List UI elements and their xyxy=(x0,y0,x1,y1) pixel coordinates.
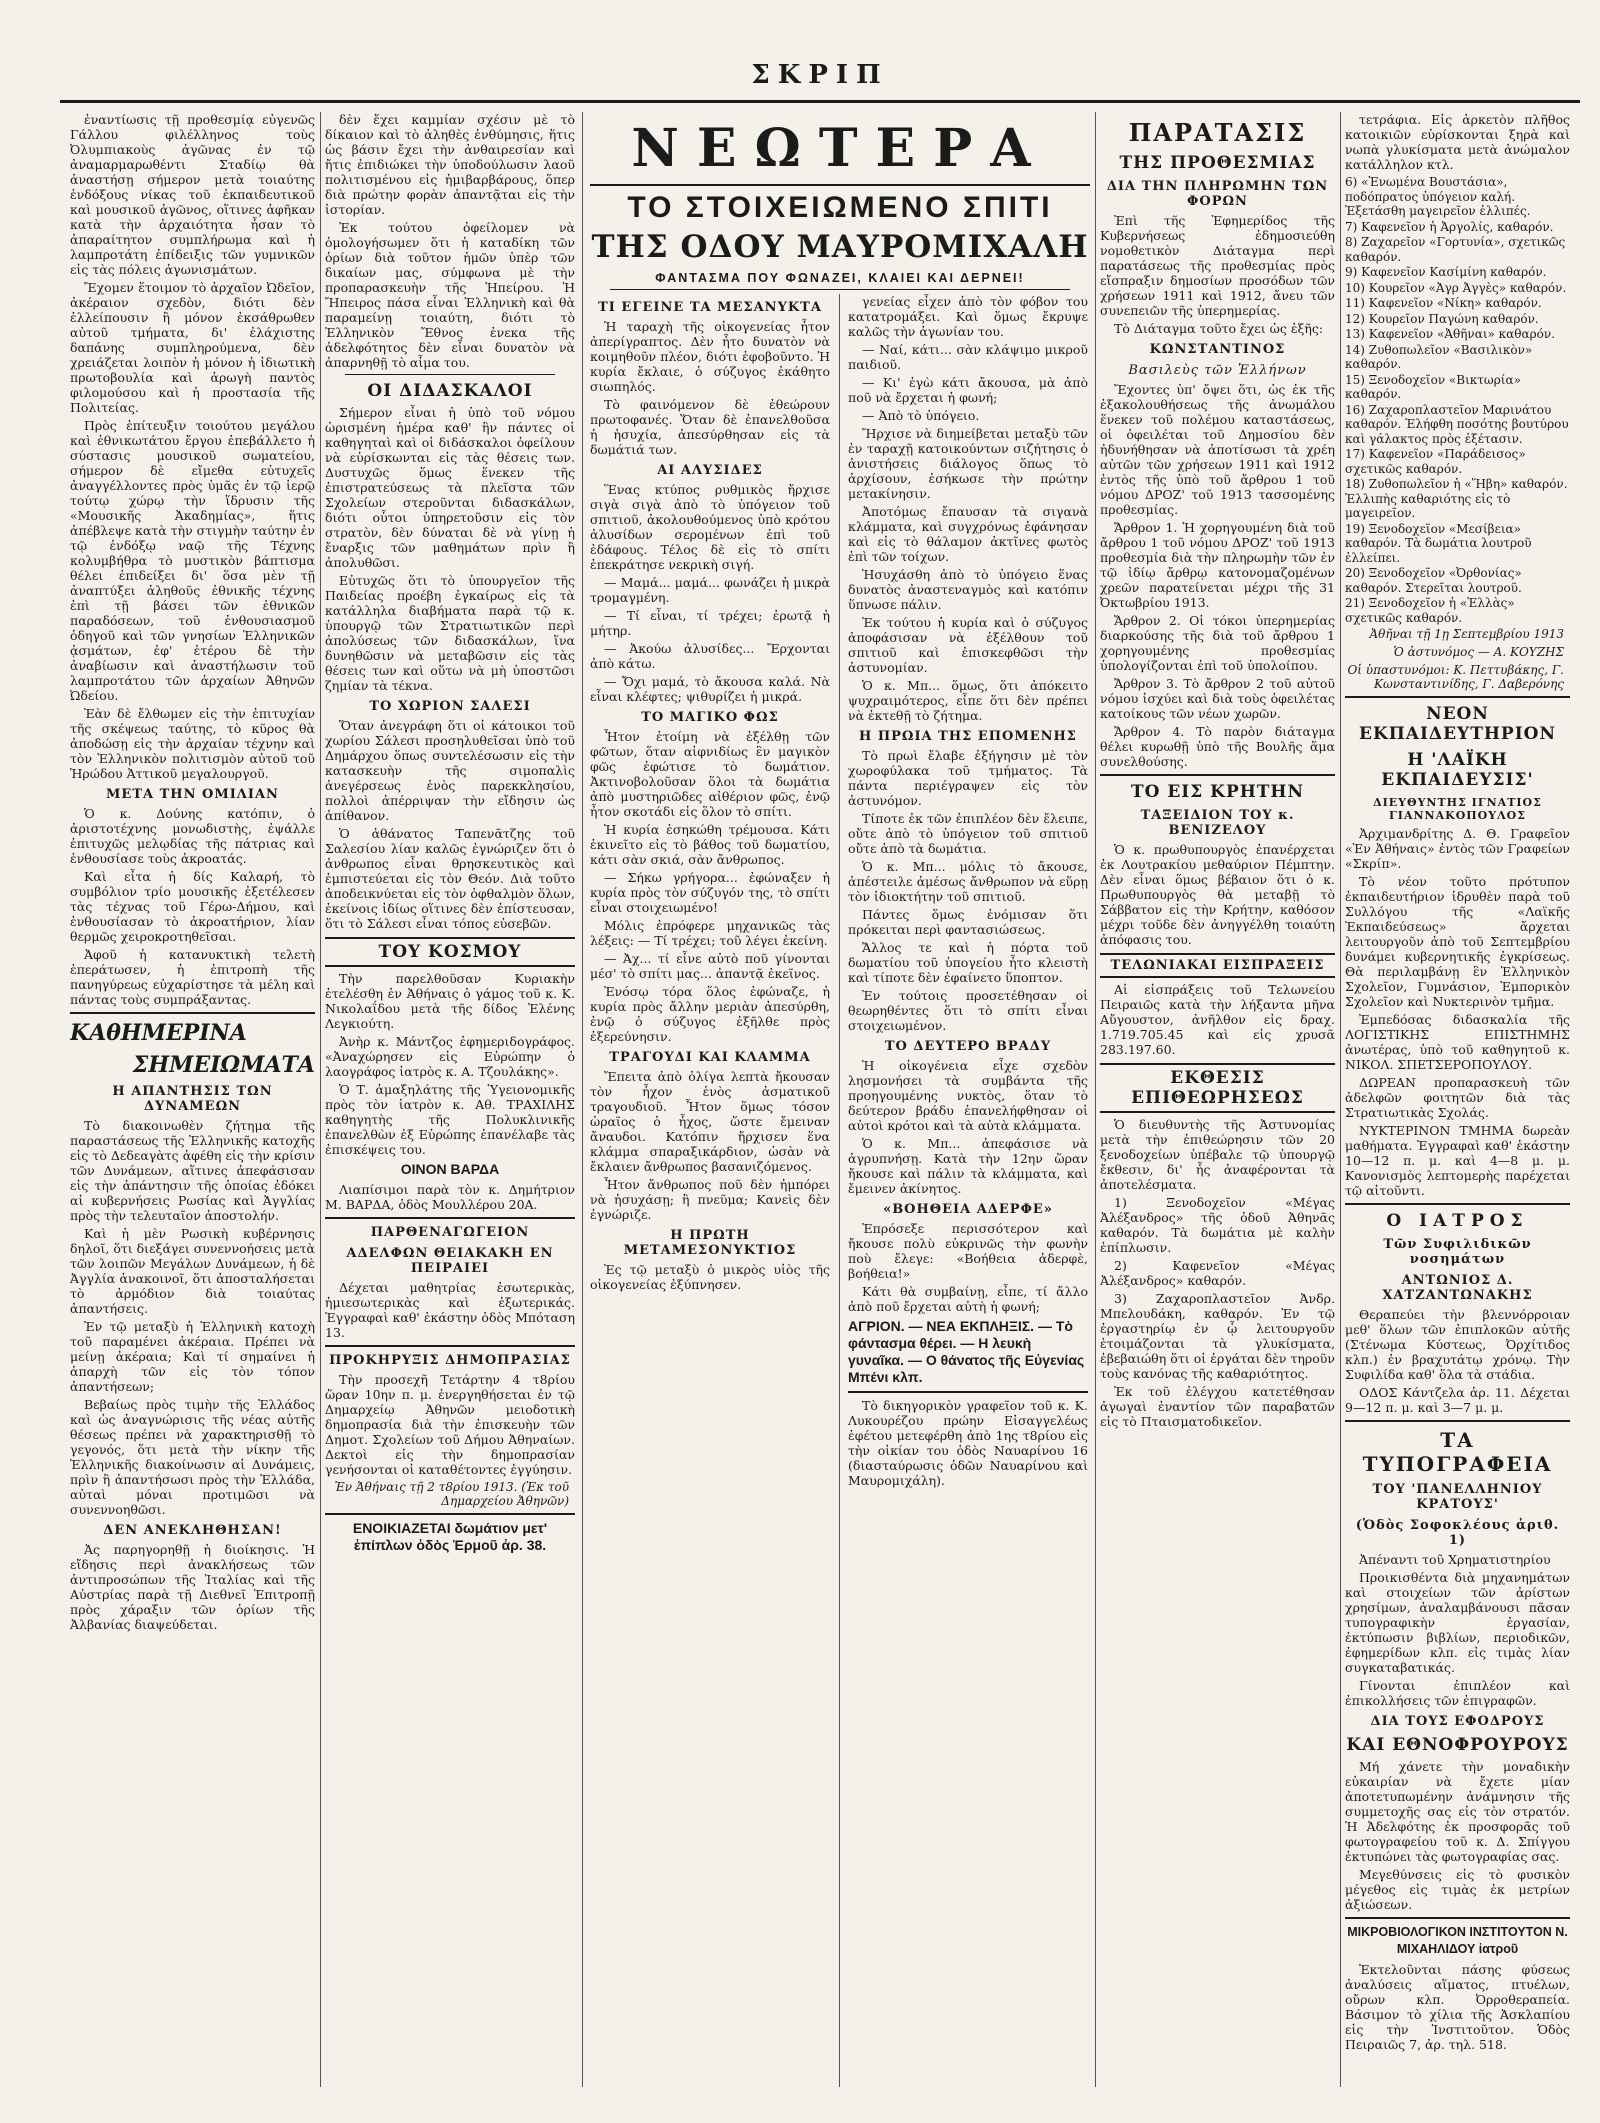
list-item: 6) «Ἐνωμένα Βουστάσια», ποδόπρατος ὑπόγειον καλή. Ἐξετάσθη μαγειρεῖον ἐλλιπές. xyxy=(1345,175,1531,218)
paragraph: Τὸ φαινόμενον δὲ ἐθεώρουν πρωτοφανές. Ὅταν δὲ ἐπανελθοῦσα ἡ ἡσυχία, ἀπεσύρθησαν εἰς τὰ δωμάτιά των. xyxy=(590,397,830,457)
paragraph: — Μαμά... μαμά... φωνάζει ἡ μικρὰ τρομαγμένη. xyxy=(590,575,830,605)
paragraph: Ἔχοντες ὑπ' ὄψει ὅτι, ὡς ἐκ τῆς ἐξακολουθήσεως τῆς ἀνωμάλου ἕνεκεν τοῦ πολέμου καταστάσεως, οἱ ὀφειλέται τοῦ Δημοσίου δὲν ἠδυνήθησαν νὰ ἀποτίσωσι τὰ χρέη αὐτῶν τῶν χρήσεων 1911 καὶ 1912 ἐντὸς τῆς ὑπὸ τοῦ ἄρθρου 1 τοῦ νόμου ΔΡΟΖ' τοῦ 1913 τασσομένης προθεσμίας. xyxy=(1100,382,1335,517)
ad-oinon-varda: ΟΙΝΟΝ ΒΑΡΔΑ xyxy=(400,1161,500,1177)
paragraph: — Ἀχ... τί εἶνε αὐτὸ ποῦ γίνονται μέσ' τὸ σπίτι μας... ἀπαντᾷ ἐκεῖνος. xyxy=(590,951,830,981)
paragraph: Τὴν προσεχῆ Τετάρτην 4 τ8ρίου ὥραν 10ην π. μ. ἐνεργηθήσεται ἐν τῷ Δημαρχείῳ Ἀθηνῶν μειοδοτικὴ δημοπρασία διὰ τὴν ἐπισκευὴν τῶν Δημοτ. Σχολείων τοῦ Δήμου Ἀθηναίων. Δεκτοὶ εἰς τὴν δημοπρασίαν γενήσονται οἱ καταθέτοντες ἐγγύησιν. xyxy=(325,1372,575,1477)
heading-ekthesis-epitheoriseos: ΕΚΘΕΣΙΣ ΕΠΙΘΕΩΡΗΣΕΩΣ xyxy=(1100,1063,1335,1113)
section-rule xyxy=(610,289,1070,290)
paragraph: Ὁ ἀθάνατος Ταπενᾶτζης τοῦ Σαλεσίου λίαν καλῶς ἐγνώριζεν ὅτι ὁ ἀνθρωπος εἶναι θρησκευτικὸς καὶ ἐμπιστεύεται εἰς τὸν Θεόν. Διὰ τοῦτο ἀποδεικνύεται εἰς τὸν ὀφθαλμὸν ὅλων, ἐκείνοις ἰδίως οἵτινες δὲν ἐπίστευσαν, ὅτι τὸ Σάλεσι εἶναι τόπος εὐσεβῶν. xyxy=(325,826,575,931)
paragraph: Ἦτον ἑτοίμη νὰ ἐξέλθῃ τῶν φῶτων, ὅταν αἰφνιδίως ἓν μαγικὸν φῶς ἐφώτισε τὸ δωμάτιον. Ἀκτινοβολοῦσαν ὅλοι τὰ δωμάτια ἀπὸ μυστηριῶδες αἰθέριον φῶς, ἐνῷ ἦτον σκοτάδι εἰς ὅλον τὸ σπίτι. xyxy=(590,729,830,819)
paragraph: — Ἀπὸ τὸ ὑπόγειο. xyxy=(862,408,980,423)
paragraph: Βεβαίως πρὸς τιμὴν τῆς Ἑλλάδος καὶ ὡς ἀναγνώρισις τῆς νέας αὐτῆς θέσεως πρέπει νὰ χαρακτηρισθῇ τὸ γεγονός, ὅτι μετὰ τὴν νίκην τῆς Ἑλληνικῆς διακοίνωσιν αἱ Δυνάμεις, πρὶν ἢ ἀπαντήσωσι πρὸς τὴν Ἑλλάδα, αὐταὶ μόναι προτιμῶσι νὰ συνεννοηθῶσι. xyxy=(70,1397,315,1517)
ad-mikroviologikon: ΜΙΚΡΟΒΙΟΛΟΓΙΚΟΝ ΙΝΣΤΙΤΟΥΤΟΝ Ν. ΜΙΧΑΗΛΙΔΟΥ ἰατροῦ xyxy=(1347,1925,1568,1956)
paragraph: Τίποτε ἐκ τῶν ἐπιπλέον δὲν ἔλειπε, οὔτε ἀπὸ τὸ ὑπόγειον τοῦ σπιτιοῦ οὔτε ἀπὸ τὰ δωμάτια. xyxy=(848,811,1088,856)
heading-proia-epomenis: Η ΠΡΩΙΑ ΤΗΣ ΕΠΟΜΕΝΗΣ xyxy=(859,729,1077,744)
list-item: 10) Κουρεῖον «Ἀγρ Ἀγγὲς» καθαρόν. xyxy=(1345,280,1567,295)
newspaper-nameplate: ΣΚΡΙΠ xyxy=(751,60,889,90)
section-rule xyxy=(345,374,555,375)
list-item: 15) Ξενοδοχεῖον «Βικτωρία» καθαρόν. xyxy=(1345,372,1521,401)
paragraph: Ὁ Τ. ἀμαξηλάτης τῆς Ὑγειονομικῆς πρὸς τὸν ἱατρὸν κ. Αθ. ΤΡΑΧΙΛΗΣ καθηγητὴς τῆς Πολυκλινικῆς ἐπανελθὼν ἐξ Εὐρώπης ἐπανέλαβε τὰς ἐπισκέψεις του. xyxy=(325,1082,575,1157)
paragraph: Ἀς παρηγορηθῇ ἡ διοίκησις. Ἡ εἴδησις περὶ ἀνακλήσεως τῶν ἀντιπροσώπων τῆς Ἰταλίας καὶ τῆς Αὐστρίας παρὰ τῇ Διεθνεῖ Ἐπιτροπῇ πρὸς χάραξιν τῶν ὁρίων τῆς Ἀλβανίας διαψεύδεται. xyxy=(70,1542,315,1632)
feature-subcolumns xyxy=(590,294,1090,2087)
list-item: 21) Ξενοδοχεῖον ἡ «Ἑλλὰς» σχετικῶς καθαρόν. xyxy=(1345,596,1515,625)
column-3-feature xyxy=(590,112,1090,2087)
paragraph: Ὁ κ. Μπ... ὅμως, ὅτι ἀπόκειτο ψυχραιμότερος, εἶπε ὅτι δὲν πρέπει νὰ ἐκτεθῇ τὸ ζήτημα. xyxy=(848,678,1088,723)
column-1 xyxy=(70,112,315,2087)
heading-prokiryxis-dimoprasias: ΠΡΟΚΗΡΥΞΙΣ ΔΗΜΟΠΡΑΣΙΑΣ xyxy=(329,1353,571,1368)
paragraph: Ἡ οἰκογένεια εἶχε σχεδὸν λησμονήσει τὰ συμβάντα τῆς προηγουμένης νυκτὸς, ὅταν τὸ δεύτερον βράδυ ἐπανελήφθησαν οἱ αὐτοὶ κρότοι καὶ τὰ αὐτὰ κλάμματα. xyxy=(848,1058,1088,1133)
feature-subcolumn-a xyxy=(590,294,830,2087)
paragraph: Ἐπὶ τῆς Ἐφημερίδος τῆς Κυβερνήσεως ἐδημοσιεύθη νομοθετικὸν Διάταγμα περὶ παρατάσεως τῆς προθεσμίας πρὸς εἴσπραξιν δημοσίων προσόδων τῶν χρήσεων 1911 καὶ 1912, ἄνευ τῶν συνεπειῶν τῆς ὑπερημερίας. xyxy=(1100,213,1335,318)
list-item: 16) Ζαχαροπλαστεῖον Μαρινάτου καθαρόν. Ἐλήφθη ποσότης βουτύρου καὶ γάλακτος πρὸς ἐξέτασιν. xyxy=(1345,402,1569,446)
paragraph: ΟΔΟΣ Κάντζελα ἀρ. 11. Δέχεται 9—12 π. μ. καὶ 3—7 μ. μ. xyxy=(1345,1385,1570,1415)
masthead-rule xyxy=(60,100,1580,103)
heading-tragoudi-kai-klamma: ΤΡΑΓΟΥΔΙ ΚΑΙ ΚΛΑΜΜΑ xyxy=(609,1050,811,1065)
heading-teloniakai-eispraxeis: ΤΕΛΩΝΙΑΚΑΙ ΕΙΣΠΡΑΞΕΙΣ xyxy=(1100,953,1335,978)
list-item: 11) Καφενεῖον «Νίκη» καθαρόν. xyxy=(1345,296,1542,310)
paragraph: Ἄρθρον 1. Ἡ χορηγουμένη διὰ τοῦ ἄρθρου 1 τοῦ νόμου ΔΡΟΖ' τοῦ 1913 προθεσμία διὰ τὴν πληρωμὴν τῶν ἐν τῷ ἰδίῳ ἄρθρῳ κατονομαζομένων χρεῶν παρατείνεται μέχρι τῆς 31 Ὀκτωβρίου 1913. xyxy=(1100,520,1335,610)
heading-simeiomata: ΣΗΜΕΙΩΜΑΤΑ xyxy=(132,1052,315,1078)
heading-panelliniou-kratous: ΤΟΥ 'ΠΑΝΕΛΛΗΝΙΟΥ ΚΡΑΤΟΥΣ' xyxy=(1372,1482,1543,1512)
heading-ethnofrourous: ΚΑΙ ΕΘΝΟΦΡΟΥΡΟΥΣ xyxy=(1346,1735,1569,1755)
list-item: 8) Ζαχαρεῖον «Γορτυνία», σχετικῶς καθαρόν. xyxy=(1345,235,1566,264)
list-item: 19) Ξενοδοχεῖον «Μεσίβεια» καθαρόν. Τὰ δωμάτια λουτροῦ ἐλλείπει. xyxy=(1345,521,1532,565)
feature-subcolumn-b xyxy=(848,294,1088,2087)
heading-ti-egeine: ΤΙ ΕΓΕΙΝΕ ΤΑ ΜΕΣΑΝΥΚΤΑ xyxy=(598,300,822,315)
paragraph: Ἐν τῷ μεταξὺ ἡ Ἑλληνικὴ κατοχὴ τοῦ παραμένει ἀκέραια. Πρέπει νὰ μείνῃ ἀκέραια; Καὶ τί σημαίνει ἡ ἀπαρχὴ τῶν εἰς τὸν τόπον ἀπαντήσεων; xyxy=(70,1319,315,1394)
paragraph: Μεγεθύνσεις εἰς τὸ φυσικὸν μέγεθος εἰς τιμὰς ἐκ μετρίων ἀξιώσεων. xyxy=(1345,1867,1570,1912)
paragraph: Ἄρθρον 2. Οἱ τόκοι ὑπερημερίας διαρκούσης τῆς διὰ τοῦ ἄρθρου 1 χορηγουμένης προθεσμίας ὑπολογίζονται ἐπὶ τοῦ ὑπολοίπου. xyxy=(1100,613,1335,673)
paragraph: τετράφια. Εἰς ἀρκετὸν πλῆθος κατοικιῶν εὑρίσκονται ξηρὰ καὶ νωπὰ γλυκίσματα μετὰ ἀνώμαλον κατάλληλον κτλ. xyxy=(1345,112,1570,172)
paragraph: — Ἀκούω ἀλυσίδες... Ἔρχονται ἀπὸ κάτω. xyxy=(590,641,830,671)
paragraph: Τὸ δικηγορικὸν γραφεῖον τοῦ κ. Κ. Λυκουρέζου πρώην Εἰσαγγελέως ἐφέτου μετεφέρθη ἀπὸ 1ης τ8ρίου εἰς τὴν οἰκίαν του ὁδὸς Ναυαρίνου 16 (διασταύρωσις ὁδῶν Ναυαρίνου καὶ Μαυρομιχάλη). xyxy=(848,1398,1088,1488)
paragraph: Τὸ διακοινωθὲν ζήτημα τῆς παραστάσεως τῆς Ἑλληνικῆς κατοχῆς εἰς τὸ Δεδεαγὰτς ἀφέθη εἰς τὴν κρίσιν τῶν Δυνάμεων, αἵτινες ἀπεφάσισαν εἰς τὴν ἀπάντησιν τῆς ὁποίας ἐδόκει αἱ κυβερνήσεις Ρωσίας καὶ Ἀγγλίας πρὸς τὴν τελευταῖον ἀποστολήν. xyxy=(70,1118,315,1223)
paragraph: Ἦτον ἄνθρωπος ποῦ δὲν ἠμπόρει νὰ ἡσυχάσῃ; ἢ πνεῦμα; Κανεὶς δὲν ἐγνώριζε. xyxy=(590,1177,830,1222)
paragraph: Δέχεται μαθητρίας ἐσωτερικὰς, ἡμιεσωτερικὰς καὶ ἐξωτερικάς. Ἐγγραφαὶ καθ' ἑκάστην ὁδὸς Μπόταση 13. xyxy=(325,1280,575,1340)
paragraph: γενείας εἶχεν ἀπὸ τὸν φόβον του κατατρομάξει. Καὶ ὅμως ἔκρυψε καλῶς τὴν ἀγωνίαν του. xyxy=(848,294,1088,339)
signature-date: Ἀθῆναι τῇ 1ῃ Σεπτεμβρίου 1913 xyxy=(1369,627,1564,641)
heading-parthenagogeion: ΠΑΡΘΕΝΑΓΩΓΕΙΟΝ xyxy=(370,1225,530,1240)
heading-vasileus: Βασιλεὺς τῶν Ἑλλήνων xyxy=(1128,363,1307,378)
paragraph: Πρὸς ἐπίτευξιν τοιούτου μεγάλου καὶ ἐθνικωτάτου ἔργου ἐπεβάλλετο ἡ σύστασις μουσικοῦ σωματείου, σήμερον δὲ εἴμεθα εὐτυχεῖς ἀναγγέλλοντες πρὸς ὑμᾶς ἐν τῷ ἱερῷ τούτῳ χώρῳ τὴν ἵδρυσιν τῆς «Μουσικῆς Ἀκαδημίας», ἥτις ἀπέβλεψε κατὰ τὴν στιγμὴν ταύτην ἐν τῷ ἐνδόξῳ ναῷ τῆς Τέχνης κολυμβήθρα τὸ μυστικὸν βάπτισμα θέλει ἐπιδείξει δι' ὅσα μὲν τῇ ἀναπτύξει ἀληθοῦς ἐθνικῆς τέχνης ἐπὶ τῇ βάσει τῶν ἐθνικῶν παραδόσεων, τοῦ ἐνθουσιασμοῦ ὁδηγοῦ καὶ τῶν γνησίων Ἑλληνικῶν ᾀσμάτων, ἐφ' ἑτέρου δὲ τὴν ἀναβίωσιν καὶ ἀναστήλωσιν τοῦ λαμπροτάτου τῶν ἀρχαίων Ἀθηνῶν Ὠδείου. xyxy=(70,418,315,703)
subcolumn-divider xyxy=(839,294,840,2087)
section-rule xyxy=(325,1217,575,1219)
paragraph: Ἐνόσῳ τόρα ὅλος ἐφώναζε, ἡ κυρία πρὸς ἄλλην μεριὰν ἀπεσύρθη, ἐνῷ ὁ σύζυγος ἐξῆλθε πρὸς ἐξερεύνησιν. xyxy=(590,984,830,1044)
paragraph: Ἐκ τοῦ ἐλέγχου κατετέθησαν ἀγωγαὶ ἐναντίον τῶν παραβατῶν εἰς τὸ Πταισματοδικεῖον. xyxy=(1100,1384,1335,1429)
headline-odou-mavromichali: ΤΗΣ ΟΔΟΥ ΜΑΥΡΟΜΙΧΑΛΗ xyxy=(591,229,1089,265)
heading-to-magiko-fos: ΤΟ ΜΑΓΙΚΟ ΦΩΣ xyxy=(641,710,779,725)
heading-dia-tous-efodrous: ΔΙΑ ΤΟΥΣ ΕΦΟΔΡΟΥΣ xyxy=(1370,1714,1545,1729)
paragraph: Ἐκτελοῦνται πάσης φύσεως ἀναλύσεις αἵματος, πτυέλων, οὔρων κλπ. Ὀρροθεραπεία. Βάσιμον τὸ χίλια τῆς Ἀσκλαπίου εἰς τὴν Ἰνστιτοῦτον. Ὁδὸς Πειραιῶς 7, ἀρ. τηλ. 518. xyxy=(1345,1962,1570,2052)
paragraph: Προικισθέντα διὰ μηχανημάτων καὶ στοιχείων τῶν ἀρίστων χρησίμων, ἀναλαμβάνουσι πᾶσαν τυπογραφικὴν ἐργασίαν, ἐκτύπωσιν βιβλίων, περιοδικῶν, ἐφημερίδων κλπ. εἰς τιμὰς λίαν συγκαταβατικάς. xyxy=(1345,1570,1570,1675)
masthead xyxy=(60,0,1580,110)
paragraph: Ἀφοῦ ἡ κατανυκτικὴ τελετὴ ἐπεράτωσεν, ἡ ἐπιτροπὴ τῆς πανηγύρεως εὐχαρίστησε τὰ μέλη καὶ πάντας τοὺς συμπράξαντας. xyxy=(70,947,315,1007)
heading-odos-sofokleous: (Ὁδὸς Σοφοκλέους ἀριθ. 1) xyxy=(1355,1518,1560,1548)
heading-ta-typografeia: ΤΑ ΤΥΠΟΓΡΑΦΕΙΑ xyxy=(1362,1428,1553,1476)
section-rule xyxy=(1345,696,1570,698)
section-rule xyxy=(590,184,1090,186)
paragraph: Ὁ κ. Δούνης κατόπιν, ὁ ἀριστοτέχνης μονωδιστὴς, ἐψάλλε ἐπιτυχῶς μελῳδίας τῆς πάτριας καὶ ἐνθουσίασε τοὺς ἀκροατάς. xyxy=(70,806,315,866)
paragraph: Ἤρχισε νὰ διημείβεται μεταξὺ τῶν ἐν ταραχῇ κατοικούντων σιζήτησις ὁ ἀνιστήσεις διάλογος ὅπως τὸ ἀρχίσουν, ἐσήκωσε τὴν πρώτην μετακίνησιν. xyxy=(848,426,1088,501)
paragraph: 1) Ξενοδοχεῖον «Μέγας Ἀλέξανδρος» τῆς ὁδοῦ Ἀθηνᾶς καθαρόν. Τὰ δωμάτια μὲ καλὴν ἐπίπλωσιν. xyxy=(1100,1195,1335,1255)
heading-deutero-vrady: ΤΟ ΔΕΥΤΕΡΟ ΒΡΑΔΥ xyxy=(884,1039,1052,1054)
paragraph: Ἄρθρον 4. Τὸ παρὸν διάταγμα θέλει κυρωθῇ ὑπὸ τῆς Βουλῆς ἅμα συνελθούσης. xyxy=(1100,724,1335,769)
heading-to-eis-kritin: ΤΟ ΕΙΣ ΚΡΗΤΗΝ xyxy=(1130,782,1305,802)
paragraph: Ὁ κ. Μπ... μόλις τὸ ἄκουσε, ἀπέστειλε ἀμέσως ἄνθρωπον νὰ εὕρῃ τὸν ἰδιοκτήτην τοῦ σπιτιοῦ. xyxy=(848,859,1088,904)
column-divider xyxy=(582,112,583,2087)
heading-chatzantonakis: ΑΝΤΩΝΙΟΣ Δ. ΧΑΤΖΑΝΤΩΝΑΚΗΣ xyxy=(1382,1273,1533,1303)
paragraph: Ἕνας κτύπος ρυθμικὸς ἤρχισε σιγὰ σιγὰ ἀπὸ τὸ ὑπόγειον τοῦ σπιτιοῦ, ἀκολουθούμενος ὑπὸ κρότου ἁλυσίδων σερομένων ἐπὶ τοῦ ἐδάφους. Τέλος δὲ εἰς τὸ σπίτι ἐπεκράτησε νεκρικὴ σιγή. xyxy=(590,482,830,572)
heading-oi-didaskaloi: ΟΙ ΔΙΔΑΣΚΑΛΟΙ xyxy=(367,381,533,401)
signature-ypastynomoi: Οἱ ὑπαστυνόμοι: Κ. Πεττυβάκης, Γ. Κωνσταντινίδης, Γ. Δαβερόνης xyxy=(1347,663,1564,691)
paragraph: Ἐμπεδόσας διδασκαλία τῆς ΛΟΓΙΣΤΙΚΗΣ ΕΠΙΣΤΗΜΗΣ ἀνωτέρας, ὑπὸ τοῦ καθηγητοῦ κ. ΝΙΚΟΛ. ΣΠΕΤΣΕΡΟΠΟΥΛΟΥ. xyxy=(1345,1012,1570,1072)
heading-kathimerina: ΚΑθΗΜΕΡΙΝΑ xyxy=(70,1020,247,1046)
paragraph: Τὸ Διάταγμα τοῦτο ἔχει ὡς ἑξῆς: xyxy=(1114,321,1324,336)
list-item: 7) Καφενεῖον ἡ Ἀργολίς, καθαρόν. xyxy=(1345,219,1554,234)
list-item: 18) Ζυθοπωλεῖον ἡ «Ἥβη» καθαρόν. Ἐλλιπὴς καθαριότης εἰς τὸ μαγειρεῖον. xyxy=(1345,477,1568,520)
heading-tis-prothesmias: ΤΗΣ ΠΡΟΘΕΣΜΙΑΣ xyxy=(1119,153,1316,173)
column-divider xyxy=(1340,112,1341,2087)
paragraph: Ἀποτόμως ἔπαυσαν τὰ σιγανὰ κλάμματα, καὶ συγχρόνως ἐφάνησαν καὶ εἰς τὸ θάλαμον ἀκτῖνες φωτὸς ἐπὶ τῶν τοίχων. xyxy=(848,504,1088,564)
section-rule xyxy=(1100,774,1335,776)
heading-taxeidion-venizelou: ΤΑΞΕΙΔΙΟΝ ΤΟΥ κ. ΒΕΝΙΖΕΛΟΥ xyxy=(1140,808,1295,838)
heading-adelfon-theiakaki: ΑΔΕΛΦΩΝ ΘΕΙΑΚΑΚΗ ΕΝ ΠΕΙΡΑΙΕΙ xyxy=(346,1246,554,1276)
heading-den-aneklithisan: ΔΕΝ ΑΝΕΚΛΗΘΗΣΑΝ! xyxy=(103,1523,282,1538)
paragraph: Ὁ κ. πρωθυπουργὸς ἐπανέρχεται ἐκ Λουτρακίου μεθαύριον Πέμπτην. Δὲν εἶναι ὅμως βέβαιον ὅτι ὁ κ. Πρωθυπουργὸς θὰ μεταβῇ τὸ Σάββατον εἰς τὴν Κρήτην, καθόσον μέχρι τοῦδε δὲν ἀνηγγέλθη τοιαύτη ἀπόφασις του. xyxy=(1100,842,1335,947)
heading-konstantinos: ΚΩΝΣΤΑΝΤΙΝΟΣ xyxy=(1149,342,1286,357)
heading-laiki-ekpaideusis: Η 'ΛΑΪΚΗ ΕΚΠΑΙΔΕΥΣΙΣ' xyxy=(1381,750,1534,790)
list-item: 20) Ξενοδοχεῖον «Ὀρθονίας» καθαρόν. Στερεῖται λουτροῦ. xyxy=(1345,566,1522,595)
heading-o-iatros: Ο ΙΑΤΡΟΣ xyxy=(1386,1211,1529,1231)
paragraph: Σήμερον εἶναι ἡ ὑπὸ τοῦ νόμου ὡρισμένη ἡμέρα καθ' ἣν πάντες οἱ καθηγηταὶ καὶ οἱ διδάσκαλοι ὀφείλουν νὰ εὑρίσκωνται εἰς τὰς θέσεις των. Δυστυχῶς ὅμως ἕνεκεν τῆς ἐπιστρατεύσεως τὰ πλεῖστα τῶν Σχολείων στεροῦνται διδασκάλων, διότι οὗτοι ὑπηρετοῦσιν εἰς τὸν στρατὸν, δὲν δύναται δὲ νὰ γίνῃ ἡ ἔναρξις τῶν μαθημάτων πρὶν ἢ ἀπολυθῶσι. xyxy=(325,405,575,570)
paragraph: Πάντες ὅμως ἐνόμισαν ὅτι πρόκειται περὶ φαντασιώσεως. xyxy=(848,907,1088,937)
paragraph: Καὶ ἡ μὲν Ρωσικὴ κυβέρνησις δηλοῖ, ὅτι διεξάγει συνεννοήσεις μετὰ τῶν λοιπῶν Μεγάλων Δυνάμεων, ἡ δὲ Ἀγγλία ἀνακοινοῖ, ὅτι ἀποσταλήσεται τὸ ἀρμόδιον διὰ τοιαύτας ἀπαντήσεις. xyxy=(70,1226,315,1316)
ad-agrion: ΑΓΡΙΟΝ. — ΝΕΑ ΕΚΠΛΗΞΙΣ. — Τὸ φάντασμα θέρει. — Η λευκὴ γυναῖκα. — Ο θάνατος τῆς Εὐγενίας Μπένι κλπ. xyxy=(848,1318,1085,1385)
column-divider xyxy=(320,112,321,2087)
list-item: 13) Καφενεῖον «Ἀθῆναι» καθαρόν. xyxy=(1345,327,1556,341)
column-4 xyxy=(1100,112,1335,2087)
paragraph: Ἐκ τούτου ὀφείλομεν νὰ ὁμολογήσωμεν ὅτι ἡ καταδίκη τῶν ὁρίων διὰ τοῦτον ἡμῶν ὑπὲρ τῶν δικαίων μας, σύμφωνα μὲ τὴν προπαρασκευὴν τῆς Ἠπείρου. Ἡ Ἤπειρος πάσα εἶναι Ἑλληνικὴ καὶ θὰ παραμείνῃ τοιαύτη, διότι τὸ Ἑλληνικὸν Ἔθνος ἐνεκα τῆς ἀδελφότητος δὲν εἶναι δυνατὸν νὰ ἀπαρνηθῇ τὸ αἷμα του. xyxy=(325,220,575,370)
paragraph: Γίνονται ἐπιπλέον καὶ ἐπικολλήσεις τῶν ἐπιγραφῶν. xyxy=(1345,1678,1570,1708)
paragraph: — Τί εἶναι, τί τρέχει; ἐρωτᾷ ἡ μήτηρ. xyxy=(590,608,830,638)
paragraph: Ἔπειτα ἀπὸ ὀλίγα λεπτὰ ἤκουσαν τὸν ἦχον ἑνὸς ἀσματικοῦ τραγουδιοῦ. Ἦτον ὅμως τόσον ὡραῖος ὁ ἦχος, ὥστε ἔμειναν ἄναυδοι. Κατόπιν ἤρχισεν ἕνα κλάμμα σπαραξικάρδιον, ὡσὰν νὰ ἔκλαιεν ἄνθρωπος βασανιζόμενος. xyxy=(590,1069,830,1174)
paragraph: Θεραπεύει τὴν βλεννόρροιαν μεθ' ὅλων τῶν ἐπιπλοκῶν αὐτῆς (Στένωμα Κύστεως, Ὀρχίτιδος κλπ.) ἐν βραχυτάτῳ χρόνῳ. Τὴν Συφιλίδα καθ' ὅλα τὰ στάδια. xyxy=(1345,1307,1570,1382)
paragraph: Ἀπέναντι τοῦ Χρηματιστηρίου xyxy=(1359,1552,1551,1567)
paragraph: Αἱ εἰσπράξεις τοῦ Τελωνείου Πειραιῶς κατὰ τὴν λήξαντα μῆνα Αὔγουστον, ἀνῆλθον εἰς δραχ. 1.719.705.45 καὶ εἰς χρυσᾶ 283.197.60. xyxy=(1100,982,1335,1057)
paragraph: 3) Ζαχαροπλαστεῖον Ἀνδρ. Μπελουδάκη, καθαρόν. Ἐν τῷ ἐργαστηρίῳ ἐν ᾧ λειτουργοῦν ἑτοιμάζονται τὰ γλυκίσματα, ἐβεβαιώθη ὅτι οἱ ἐργάται δὲν τηροῦν τοὺς κανόνας τῆς καθαριότητος. xyxy=(1100,1291,1335,1381)
column-2 xyxy=(325,112,575,2087)
paragraph: Τὸ νέον τοῦτο πρότυπον ἐκπαιδευτήριον ἱδρυθὲν παρὰ τοῦ Συλλόγου τῆς «Λαϊκῆς Ἐκπαιδεύσεως» ἄρχεται λειτουργοῦν ἀπὸ τοῦ Σεπτεμβρίου δυνάμει κυβερνητικῆς ἐγκρίσεως. Θὰ περιλαμβάνῃ ἓν Ἑλληνικὸν Σχολεῖον, Γυμνάσιον, Ἐμπορικὸν Σχολεῖον καὶ Νυκτερινὸν τμῆμα. xyxy=(1345,874,1570,1009)
section-rule xyxy=(848,1391,1088,1393)
ad-enoikiazetai: ΕΝΟΙΚΙΑΖΕΤΑΙ δωμάτιον μετ' ἐπίπλων ὁδὸς Ἑρμοῦ ἀρ. 38. xyxy=(352,1520,548,1553)
section-rule xyxy=(325,1513,575,1515)
paragraph: Τὴν παρελθοῦσαν Κυριακὴν ἐτελέσθη ἐν Ἀθήναις ὁ γάμος τοῦ κ. Κ. Νικολαΐδου μετὰ τῆς δίδος Ἑλένης Λεγκιούτη. xyxy=(325,971,575,1031)
paragraph: δὲν ἔχει καμμίαν σχέσιν μὲ τὸ δίκαιον καὶ τὸ ἀληθὲς ἐνθύμησις, ἥτις ὡς βάσιν ἔχει τὴν ἀνθαιρεσίαν καὶ ἤτις ἐπιδιώκει τὴν ὑποδούλωσιν λαοῦ πολιτισμένου εἰς ἡμιβαρβάρους, ὅπερ διὰ πρώτην φορὰν ἀπαντᾷται εἰς τὴν ἱστορίαν. xyxy=(325,112,575,217)
paragraph: Ὁ διευθυντὴς τῆς Ἀστυνομίας μετὰ τὴν ἐπιθεώρησιν τῶν 20 ξενοδοχείων ὑπέβαλε τῷ ὑπουργῷ ἔκθεσιν, δι' ἧς ἀναφέρονται τὰ ἀποτελέσματα. xyxy=(1100,1117,1335,1192)
list-item: 17) Καφενεῖον «Παράδεισος» σχετικῶς καθαρόν. xyxy=(1345,447,1526,476)
paragraph: — Ναί, κάτι... σὰν κλάψιμο μικροῦ παιδιοῦ. xyxy=(848,342,1088,372)
paragraph: Τὸ πρωὶ ἔλαβε ἐξήγησιν μὲ τὸν χωροφύλακα τοῦ τμήματος. Τὰ πάντα περιέγραψεν εἰς τὸν ἀστυνόμον. xyxy=(848,748,1088,808)
subheadline-fantasma: ΦΑΝΤΑΣΜΑ ΠΟΥ ΦΩΝΑΖΕΙ, ΚΛΑΙΕΙ ΚΑΙ ΔΕΡΝΕΙ! xyxy=(655,271,1025,285)
paragraph: Ἐπρόσεξε περισσότερον καὶ ἤκουσε πολὺ εὐκρινῶς τὴν φωνὴν ποὺ ἔλεγε: «Βοήθεια ἀδερφὲ, βοήθεια!» xyxy=(848,1221,1088,1281)
list-item: 9) Καφενεῖον Κασίμίνη καθαρόν. xyxy=(1345,265,1547,279)
headline-stoicheiomeno-spiti: ΤΟ ΣΤΟΙΧΕΙΩΜΕΝΟ ΣΠΙΤΙ xyxy=(627,191,1053,224)
heading-meta-tin-omilian: ΜΕΤΑ ΤΗΝ ΟΜΙΛΙΑΝ xyxy=(106,787,279,802)
page-columns xyxy=(70,112,1570,2087)
paragraph: Ἀρχιμανδρίτης Δ. Θ. Γραφεῖον «Ἐν Ἀθήναις» ἐντὸς τῶν Γραφείων «Σκρίπ». xyxy=(1345,826,1570,871)
heading-tou-kosmou: ΤΟΥ ΚΟΣΜΟΥ xyxy=(325,937,575,967)
paragraph: Ὁ κ. Μπ... ἀπεφάσισε νὰ ἀγρυπνήσῃ. Κατὰ τὴν 12ην ὥραν ἤκουσε καὶ πάλιν τὰ κλάμματα, καὶ ἔμεινεν ἀκίνητος. xyxy=(848,1136,1088,1196)
paragraph: Ἄλλος τε καὶ ἡ πόρτα τοῦ δωματίου τοῦ ὑπογείου ἦτο κλειστὴ καὶ τίποτε δὲν ἐφαίνετο ὕποπτον. xyxy=(848,940,1088,985)
list-item: 12) Κουρεῖον Παγώνη καθαρόν. xyxy=(1345,311,1539,326)
paragraph: ΝΥΚΤΕΡΙΝΟΝ ΤΜΗΜΑ δωρεὰν μαθήματα. Ἐγγραφαὶ καθ' ἑκάστην 10—12 π. μ. καὶ 4—8 μ. μ. Κανονισμὸς λεπτομερὴς παρέχεται τῷ αἰτοῦντι. xyxy=(1345,1123,1570,1198)
heading-apantisis-dynameon: Η ΑΠΑΝΤΗΣΙΣ ΤΩΝ ΔΥΝΑΜΕΩΝ xyxy=(112,1084,273,1114)
paragraph: Ἐς τῷ μεταξὺ ὁ μικρὸς υἱὸς τῆς οἰκογενείας ἐξύπνησεν. xyxy=(590,1262,830,1292)
section-rule xyxy=(1345,1420,1570,1422)
paragraph: ἐναντίωσις τῇ προθεσμίᾳ εὐγενῶς Γάλλου φιλέλληνος τοὺς Ὀλυμπιακοὺς ἀγῶνας ἐν τῷ ἀναμαρμαρωθέντι Σταδίῳ θὰ ἀναστήσῃ σήμερον μετὰ τοιαύτης ἐνδόξους νίκας τοῦ ἐκπαιδευτικοῦ καὶ μουσικοῦ ἀγῶνος, οἵτινες ἀφῆκαν κατὰ τὴν ἀρχαιότητα ἦσαν τὸ ἀπαραίτητον συμπλήρωμα καὶ ἡ λαμπροτάτη ἐπίδειξις τῶν γυμνικῶν εἰς τὰς πόλεις ἀγωνισμάτων. xyxy=(70,112,315,277)
column-5 xyxy=(1345,112,1570,2087)
paragraph: Ὅταν ἀνεγράφη ὅτι οἱ κάτοικοι τοῦ χωρίου Σάλεσι προσηλυθεῖσαι ὑπὸ τοῦ Δημάρχου ὅπως συντελέσωσιν εἰς τὴν κατασκευὴν τῆς σιμοπαλὶς ἀνεγέρσεως ἑνὸς παρεκκλησίου, πολλοὶ ἀπέρριψαν τὴν εἴδησιν ὡς ἀπίθανον. xyxy=(325,718,575,823)
paragraph: Μή χάνετε τὴν μοναδικὴν εὐκαιρίαν νὰ ἔχετε μίαν ἀποτετυπωμένην ἀνάμνησιν τῆς συμμετοχῆς σας εἰς τὸν στρατόν. Ἡ Ἀδελφότης ἐκ προσφορᾶς τοῦ φωτογραφείου τοῦ κ. Δ. Σπίγγου ἐκτυπώνει τὰς φωτογραφίας σας. xyxy=(1345,1759,1570,1864)
paragraph: — Ὄχι μαμά, τὸ ἄκουσα καλά. Νὰ εἶναι κλέφτες; ψιθυρίζει ἡ μικρά. xyxy=(590,674,830,704)
paragraph: Ἐκ τούτου ἡ κυρία καὶ ὁ σύζυγος ἀποφάσισαν νὰ ἐξέλθουν τοῦ σπιτιοῦ καὶ ἐπισκεφθῶσι τὴν ἀστυνομίαν. xyxy=(848,615,1088,675)
list-item: 14) Ζυθοπωλεῖον «Βασιλικὸν» καθαρόν. xyxy=(1345,342,1533,371)
heading-syfilidikon: Τῶν Συφιλιδικῶν νοσημάτων xyxy=(1383,1237,1532,1267)
paragraph: Μόλις ἐπρόφερε μηχανικῶς τὰς λέξεις: — Τί τρέχει; τοῦ λέγει ἐκείνη. xyxy=(590,918,830,948)
paragraph: Ἔχομεν ἕτοιμον τὸ ἀρχαῖον Ὠδεῖον, ἀκέραιον σχεδὸν, διότι δὲν ἐλλείπουσιν ἢ μόνον ἐκσάθρωθεν αὐτοῦ τμήματα, δι' ἐλάχιστης δαπάνης συμπληρούμενα, δὲν χρειάζεται λοιπὸν ἡ μόνον ἡ ἰδιωτικὴ πρωτοβουλία καὶ ἀρωγὴ παντὸς φιλομούσου καὶ ἡ προστασία τῆς Πολιτείας. xyxy=(70,280,315,415)
paragraph: Κάτι θὰ συμβαίνῃ, εἶπε, τί ἄλλο ἀπὸ ποῦ ἔρχεται αὐτὴ ἡ φωνή; xyxy=(848,1284,1088,1314)
paragraph: Ἐὰν δὲ ἔλθωμεν εἰς τὴν ἐπιτυχίαν τῆς σκέψεως ταύτης, τὸ κῦρος θὰ ἀποδώσῃ εἰς τὴν ἀρχαίαν τέχνην καὶ τὸν Ἑλληνικὸν πολιτισμὸν αὐτοῦ τοῦ Ἡρώδου Ἀττικοῦ μεγαλουργοῦ. xyxy=(70,706,315,781)
heading-dieuthyntis: ΔΙΕΥΘΥΝΤΗΣ ΙΓΝΑΤΙΟΣ ΓΙΑΝΝΑΚΟΠΟΥΛΟΣ xyxy=(1373,796,1542,822)
paragraph: — Κι' ἐγὼ κάτι ἄκουσα, μὰ ἀπὸ ποῦ νὰ ἔρχεται ἡ φωνή; xyxy=(848,375,1088,405)
paragraph: Εὐτυχῶς ὅτι τὸ ὑπουργεῖον τῆς Παιδείας προέβη ἐγκαίρως εἰς τὰ κατάλληλα διαβήματα παρὰ τῷ κ. ὑπουργῷ τῶν Στρατιωτικῶν περὶ ἀπολύσεως τῶν διδασκάλων, ἵνα δυνηθῶσιν νὰ μεταβῶσιν εἰς τὰς θέσεις των καὶ οὕτω νὰ μὴ ὑποστῶσι ζημίαν τὰ τέκνα. xyxy=(325,573,575,693)
paragraph: Ἡ κυρία ἐσηκώθη τρέμουσα. Κάτι ἐκινεῖτο εἰς τὸ βάθος τοῦ δωματίου, κάτι σὰν σκιά, σὰν ἄνθρωπος. xyxy=(590,822,830,867)
paragraph: Ἀνὴρ κ. Μάντζος ἐφημεριδογράφος. «Ἀναχώρησεν εἰς Εὐρώπην ὁ λαογράφος ἰατρὸς κ. Α. Τζουλάκης». xyxy=(325,1034,575,1079)
paragraph: Ἐν τούτοις προσετέθησαν οἱ θεωρηθέντες ὅτι τὸ σπίτι εἶναι στοιχειωμένον. xyxy=(848,988,1088,1033)
heading-ai-alysides: ΑΙ ΑΛΥΣΙΔΕΣ xyxy=(657,463,763,478)
paragraph: — Σήκω γρήγορα... ἐφώναξεν ἡ κυρία πρὸς τὸν σύζυγόν της, τὸ σπίτι εἶναι στοιχειωμένο! xyxy=(590,870,830,915)
heading-proti-metamesonyktios: Η ΠΡΩΤΗ ΜΕΤΑΜΕΣΟΝΥΚΤΙΟΣ xyxy=(623,1228,797,1258)
heading-neotera: ΝΕΩΤΕΡΑ xyxy=(631,118,1049,179)
paragraph: Ἄρθρον 3. Τὸ ἄρθρον 2 τοῦ αὐτοῦ νόμου ἰσχύει καὶ διὰ τοὺς ὀφειλέτας κατοίκους τῶν νέων χωρῶν. xyxy=(1100,676,1335,721)
signature: Ἐν Ἀθήναις τῇ 2 τ8ρίου 1913. (Ἐκ τοῦ Δημαρχείου Ἀθηνῶν) xyxy=(334,1480,569,1508)
heading-to-xorion-salesi: ΤΟ ΧΩΡΙΟΝ ΣΑΛΕΣΙ xyxy=(369,699,531,714)
heading-plirom-foron: ΔΙΑ ΤΗΝ ΠΛΗΡΩΜΗΝ ΤΩΝ ΦΟΡΩΝ xyxy=(1106,179,1329,209)
heading-voitheia-aderfe: «ΒΟΗΘΕΙΑ ΑΔΕΡΦΕ» xyxy=(883,1202,1053,1217)
paragraph: 2) Καφενεῖον «Μέγας Ἀλέξανδρος» καθαρόν. xyxy=(1100,1258,1335,1288)
heading-paratasis: ΠΑΡΑΤΑΣΙΣ xyxy=(1128,118,1307,147)
paragraph: Ἡσυχάσθη ἀπὸ τὸ ὑπόγειο ἕνας δυνατὸς ἀναστεναγμὸς καὶ κατόπιν ὕπνωσε πάλιν. xyxy=(848,567,1088,612)
section-rule xyxy=(1345,1917,1570,1919)
paragraph: ΔΩΡΕΑΝ προπαρασκευὴ τῶν ἀδελφῶν φοιτητῶν διὰ τὰς Στρατιωτικὰς Σχολάς. xyxy=(1345,1075,1570,1120)
section-rule xyxy=(70,1012,315,1014)
section-rule xyxy=(325,1345,575,1347)
column-divider xyxy=(1095,112,1096,2087)
inspection-list xyxy=(1345,175,1570,625)
paragraph: Ἡ ταραχὴ τῆς οἰκογενείας ἦτον ἀπερίγραπτος. Δὲν ἦτο δυνατὸν νὰ κοιμηθοῦν πλέον, διότι ἐφοβοῦντο. Ἡ κυρία ἔκλαιε, ὁ σύζυγος ἐκάθητο σιωπηλός. xyxy=(590,319,830,394)
paragraph: Λιαπίσιμοι παρὰ τὸν κ. Δημήτριον Μ. ΒΑΡΔΑ, ὁδὸς Μουλλέρου 20Α. xyxy=(325,1182,575,1212)
paragraph: Καὶ εἶτα ἡ δίς Καλαρή, τὸ συμβόλιον τρίο μουσικῆς ἐξετέλεσεν τὰς τέχνας τοῦ Γέρω-Δήμου, καὶ ἐνθουσίασαν τὸ ἀκροατήριον, λίαν θερμῶς χειροκροτηθεῖσαι. xyxy=(70,869,315,944)
heading-neon-ekpaideutirion: ΝΕΟΝ ΕΚΠΑΙΔΕΥΤΗΡΙΟΝ xyxy=(1358,704,1556,744)
section-rule xyxy=(1345,1203,1570,1205)
signature-astynomos: Ὁ ἀστυνόμος — Α. ΚΟΥΖΗΣ xyxy=(1393,645,1564,659)
